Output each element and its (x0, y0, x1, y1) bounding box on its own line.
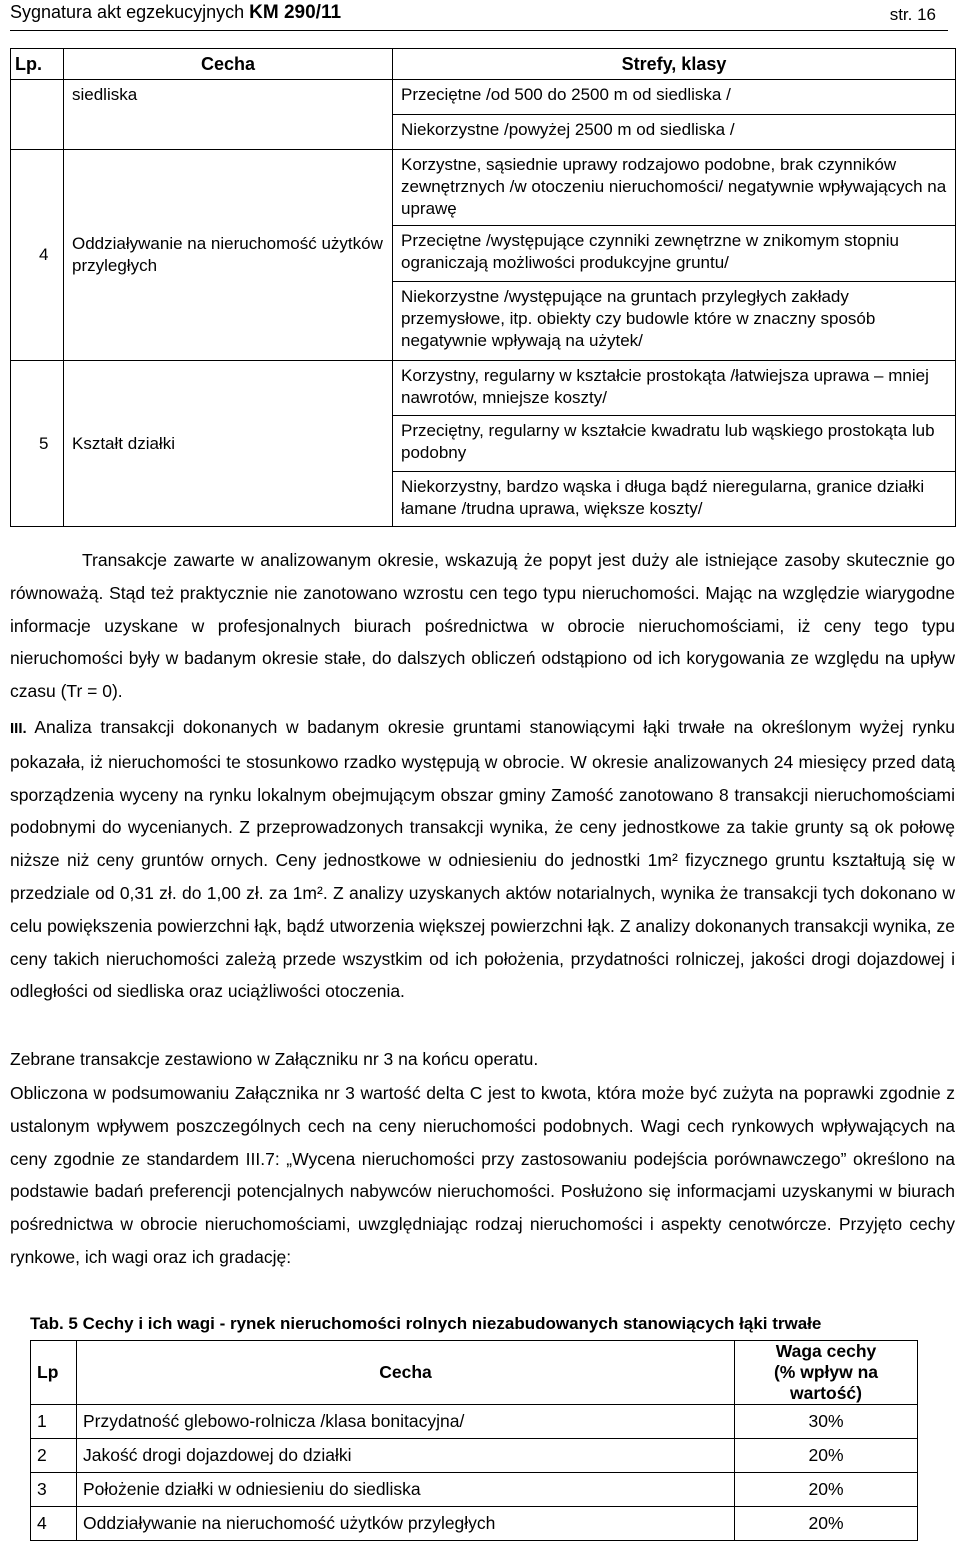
header-feature: Cecha (64, 49, 393, 80)
zone-item: Korzystne, sąsiednie uprawy rodzajowo podobne, brak czynników zewnętrznych /w otoczeniu nieruchomości/ negatywnie wpływających na uprawę (393, 150, 955, 226)
row-feature: Położenie działki w odniesieniu do siedliska (77, 1473, 735, 1507)
zones-cell (393, 361, 956, 527)
row-feature: Jakość drogi dojazdowej do działki (77, 1439, 735, 1473)
row-weight: 20% (735, 1473, 918, 1507)
feature-cell: Oddziaływanie na nieruchomość użytków przyległych (64, 150, 393, 361)
row-weight: 20% (735, 1507, 918, 1541)
page-number: str. 16 (889, 5, 936, 24)
lp-cell: 4 (11, 150, 64, 361)
header-weight-line1: Waga cechy (775, 1341, 877, 1361)
zone-item: Niekorzystne /powyżej 2500 m od siedliska / (401, 120, 735, 139)
lp-cell (11, 80, 64, 150)
paragraph-weights: Obliczona w podsumowaniu Załącznika nr 3 wartość delta C jest to kwota, która może być zużyta na poprawki zgodnie z ustalonym wpływem poszczególnych cech na ceny nieruchomości podobnych. Wagi cech rynkowych wpływających na ceny zgodnie ze standardem III.7: „Wycena nieruchomości przy zastosowaniu podejścia porównawczego” określono na podstawie badań preferencji potencjalnych nabywców nieruchomości. Posłużono się informacjami uzyskanymi w biurach pośrednictwa w obrocie nieruchomościami, uwzględniając rodzaj nieruchomości i aspekty cenotwórcze. Przyjęto cechy rynkowe, ich wagi oraz ich gradację: (10, 1083, 955, 1267)
table-row (31, 1507, 918, 1541)
row-weight: 20% (735, 1439, 918, 1473)
feature-cell: Kształt działki (64, 361, 393, 527)
table-row (31, 1405, 918, 1439)
zones-cell (393, 150, 956, 361)
table-row (11, 150, 956, 361)
table-row (11, 80, 956, 150)
zones-cell (393, 80, 956, 150)
header-zones: Strefy, klasy (393, 49, 956, 80)
table-row (31, 1473, 918, 1507)
zone-item: Niekorzystny, bardzo wąska i długa bądź nieregularna, granice działki łamane /trudna uprawa, większe koszty/ (401, 477, 925, 518)
feature-weights-table (30, 1340, 918, 1541)
header-weight (735, 1341, 918, 1405)
header-lp: Lp. (11, 49, 64, 80)
table-row (31, 1439, 918, 1473)
table-row (11, 361, 956, 527)
row-lp: 3 (31, 1473, 77, 1507)
case-signature-label: Sygnatura akt egzekucyjnych (10, 2, 250, 22)
case-signature-code: KM 290/11 (249, 2, 342, 23)
row-lp: 1 (31, 1405, 77, 1439)
header-lp: Lp (31, 1341, 77, 1405)
zone-item: Niekorzystne /występujące na gruntach przyległych zakłady przemysłowe, itp. obiekty czy budowle które w znaczny sposób negatywnie wpływają na użytek/ (401, 287, 876, 350)
row-feature: Oddziaływanie na nieruchomość użytków przyległych (77, 1507, 735, 1541)
header-weight-line2: (% wpływ na wartość) (773, 1362, 879, 1403)
table-header-row (11, 49, 956, 80)
row-feature: Przydatność glebowo-rolnicza /klasa bonitacyjna/ (77, 1405, 735, 1439)
row-lp: 4 (31, 1507, 77, 1541)
row-weight: 30% (735, 1405, 918, 1439)
feature-cell: siedliska (64, 80, 393, 150)
table-header-row (31, 1341, 918, 1405)
lp-cell: 5 (11, 361, 64, 527)
page-header (10, 2, 948, 31)
paragraph-analysis (10, 711, 955, 1008)
paragraph-price-trend: Transakcje zawarte w analizowanym okresie, wskazują że popyt jest duży ale istniejące zasoby skutecznie go równoważą. Stąd też praktycznie nie zanotowano wzrostu cen tego typu nieruchomości. Mając na względzie wiarygodne informacje uzyskane w profesjonalnych biurach pośrednictwa w obrocie nieruchomościami, iż ceny tego typu nieruchomości były w badanym okresie stałe, do dalszych obliczeń odstąpiono od ich korygowania ze względu na upływ czasu (Tr = 0). (10, 550, 955, 702)
paragraph-analysis-text: Analiza transakcji dokonanych w badanym okresie gruntami stanowiącymi łąki trwałe na określonym wyżej rynku pokazała, iż nieruchomości te stosunkowo rzadko występują w obrocie. W okresie analizowanych 24 miesięcy przed datą sporządzenia wyceny na rynku lokalnym obejmującym obszar gminy Zamość zanotowano 8 transakcji nieruchomościami podobnymi do wycenianych. Z przeprowadzonych transakcji wynika, że ceny jednostkowe za takie grunty są ok połowę niższe niż ceny gruntów ornych. Ceny jednostkowe w odniesieniu do jednostki 1m² fizycznego gruntu kształtują się w przedziale od 0,31 zł. do 1,00 zł. za 1m². Z analizy uzyskanych aktów notarialnych, wynika że transakcji tych dokonano w celu powiększenia powierzchni łąk, bądź utworzenia większej powierzchni łąk. Z analizy dokonanych transakcji wynika, ze ceny takich nieruchomości zależą przede wszystkim od ich położenia, przydatności rolniczej, jakości drogi dojazdowej i odległości od siedliska oraz uciążliwości otoczenia. (10, 717, 955, 1002)
section-number: III. (10, 720, 27, 737)
header-feature: Cecha (77, 1341, 735, 1405)
zone-item: Przeciętne /występujące czynniki zewnętrzne w znikomym stopniu ograniczają możliwości produkcyjne gruntu/ (393, 226, 955, 282)
features-zones-table (10, 48, 956, 527)
table-caption: Tab. 5 Cechy i ich wagi - rynek nieruchomości rolnych niezabudowanych stanowiących łąki trwałe (30, 1314, 822, 1333)
zone-item: Przeciętny, regularny w kształcie kwadratu lub wąskiego prostokąta lub podobny (393, 416, 955, 472)
row-lp: 2 (31, 1439, 77, 1473)
zone-item: Korzystny, regularny w kształcie prostokąta /łatwiejsza uprawa – mniej nawrotów, mniejsze koszty/ (393, 361, 955, 416)
zone-item: Przeciętne /od 500 do 2500 m od siedliska / (393, 80, 955, 115)
paragraph-attachment: Zebrane transakcje zestawiono w Załączniku nr 3 na końcu operatu. (10, 1049, 539, 1069)
